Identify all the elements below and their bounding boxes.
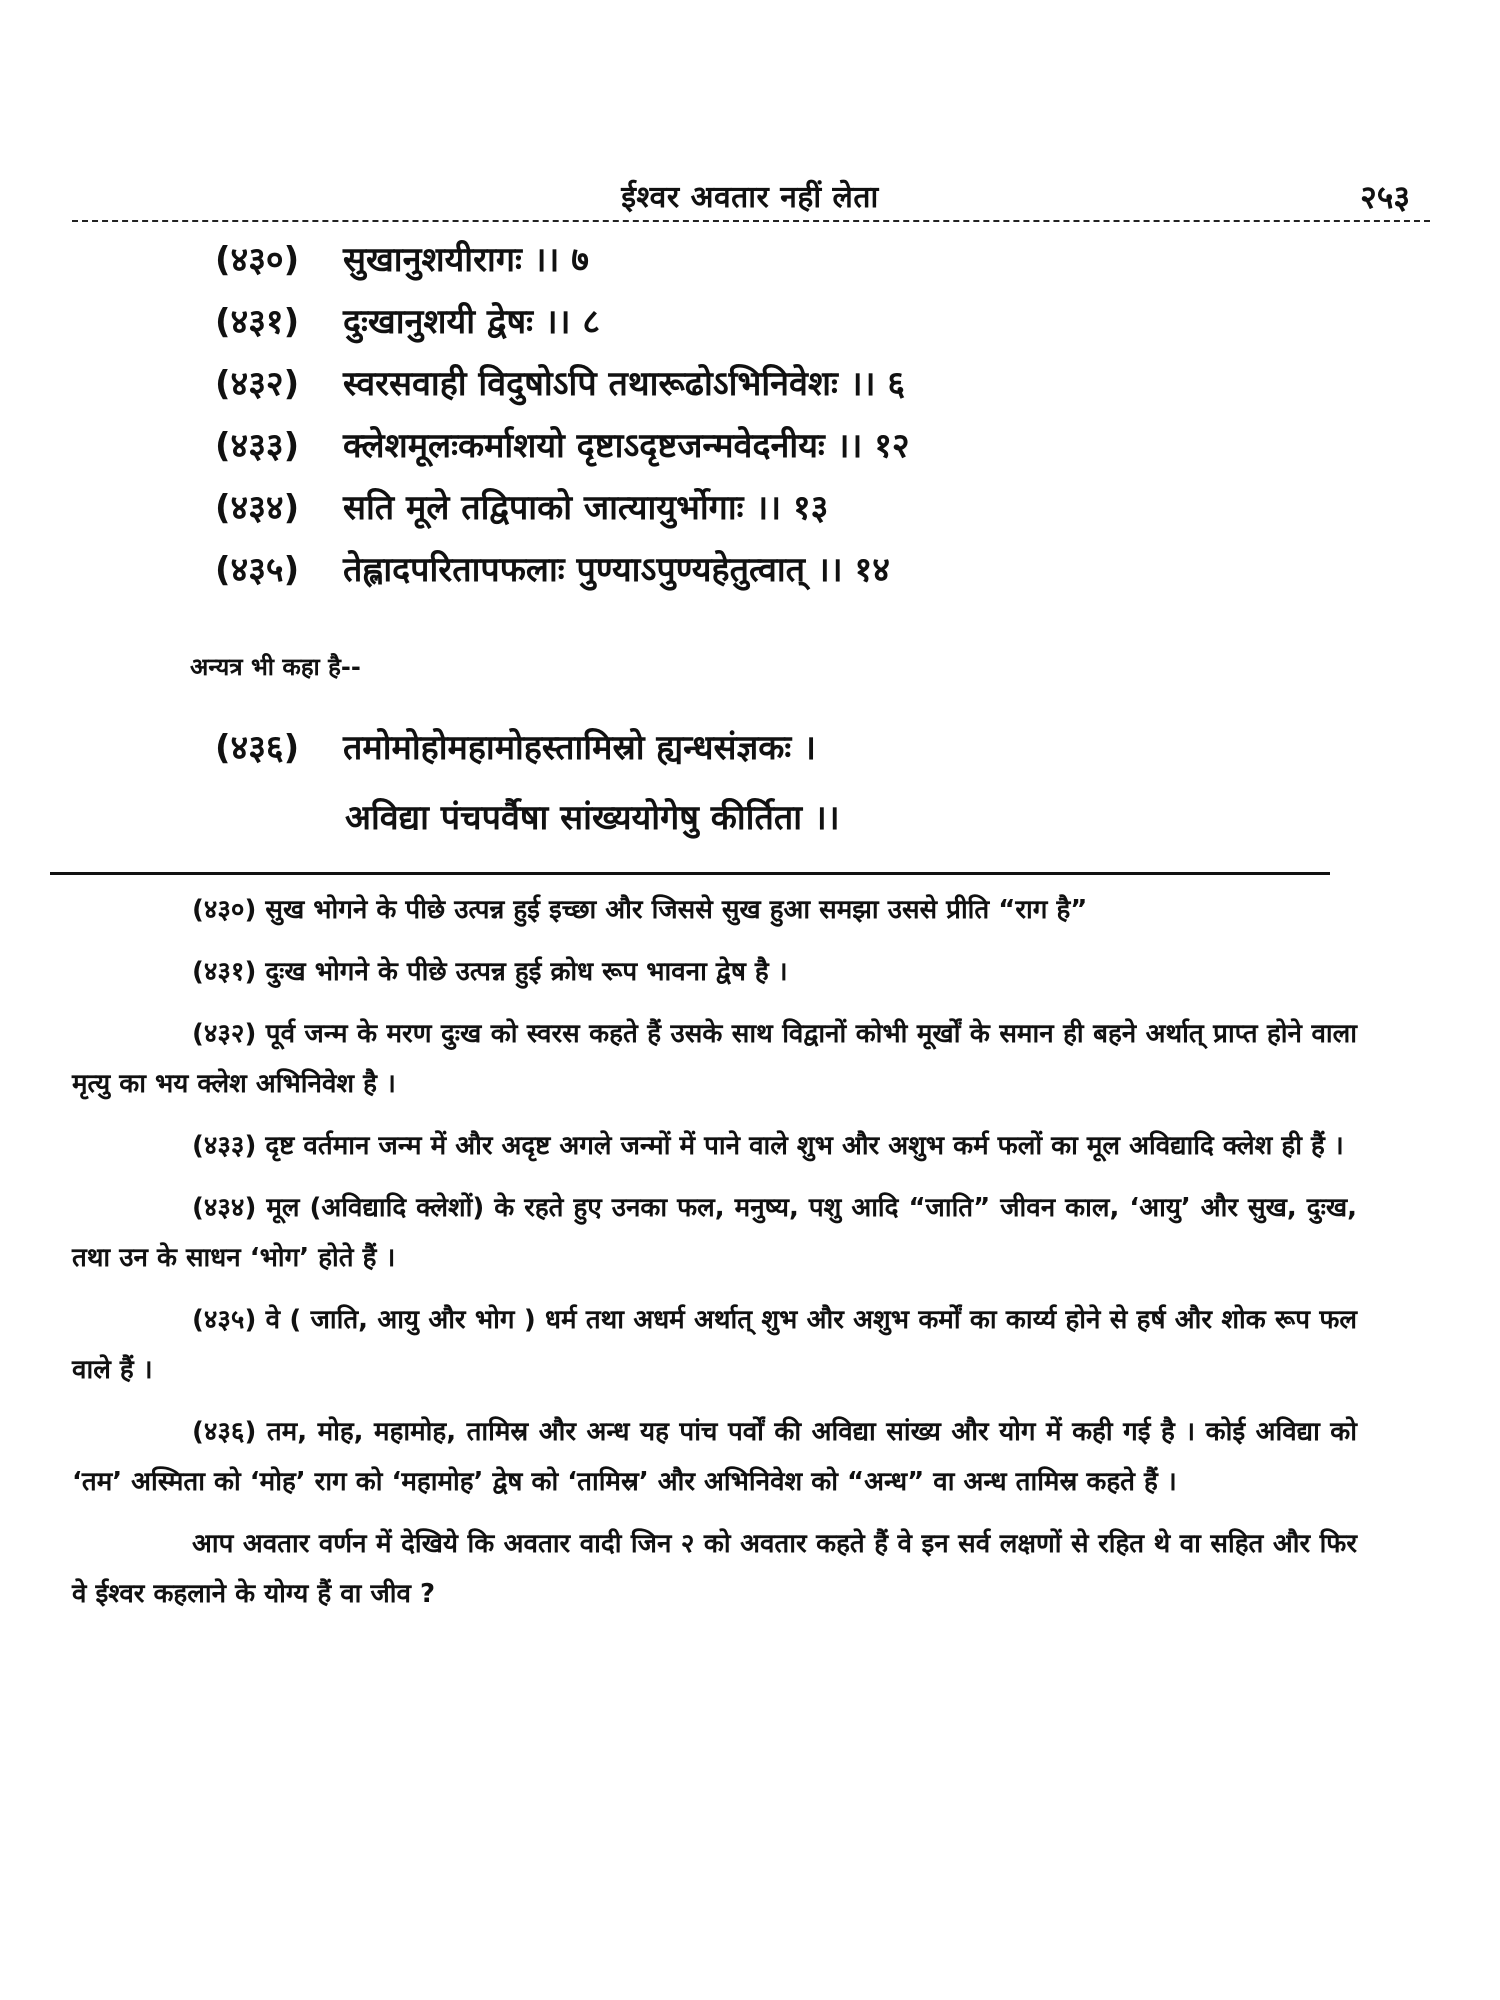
commentary-section xyxy=(72,885,1357,1631)
sutra-line xyxy=(215,426,1415,466)
commentary-paragraph: (४३१) दुःख भोगने के पीछे उत्पन्न हुई क्रोध रूप भावना द्वेष है । xyxy=(192,957,788,987)
commentary-paragraph: आप अवतार वर्णन में देखिये कि अवतार वादी जिन २ को अवतार कहते हैं वे इन सर्व लक्षणों से रहित थे वा सहित और फिर वे ईश्वर कहलाने के योग्य हैं वा जीव ? xyxy=(72,1529,1357,1609)
verse-line-1 xyxy=(215,728,1415,768)
sutra-line xyxy=(215,240,1415,280)
intro-line: अन्यत्र भी कहा है-- xyxy=(190,653,361,681)
sutra-text: सति मूले तद्विपाको जात्यायुर्भोगाः ।। १३ xyxy=(343,488,829,528)
sutra-list xyxy=(215,240,1415,612)
sutra-number: (४३१) xyxy=(215,302,300,342)
sutra-number: (४३४) xyxy=(215,488,300,528)
sutra-text: क्लेशमूलःकर्माशयो दृष्टाऽदृष्टजन्मवेदनीयः ।। १२ xyxy=(343,426,910,466)
commentary-paragraph: (४३३) दृष्ट वर्तमान जन्म में और अदृष्ट अगले जन्मों में पाने वाले शुभ और अशुभ कर्म फलों का मूल अविद्यादि क्लेश ही हैं । xyxy=(192,1131,1344,1161)
commentary-paragraph: (४३२) पूर्व जन्म के मरण दुःख को स्वरस कहते हैं उसके साथ विद्वानों कोभी मूर्खों के समान ही बहने अर्थात् प्राप्त होने वाला मृत्यु का भय क्लेश अभिनिवेश है । xyxy=(72,1019,1357,1099)
commentary-paragraph: (४३४) मूल (अविद्यादि क्लेशों) के रहते हुए उनका फल, मनुष्य, पशु आदि “जाति” जीवन काल, ‘आयु’ और सुख, दुःख, तथा उन के साधन ‘भोग’ होते हैं । xyxy=(72,1193,1357,1273)
running-title: ईश्वर अवतार नहीं लेता xyxy=(621,180,879,215)
sutra-number: (४३३) xyxy=(215,426,300,466)
verse-number: (४३६) xyxy=(215,728,300,768)
verse-line-2: अविद्या पंचपर्वैषा सांख्ययोगेषु कीर्तिता ।। xyxy=(345,798,840,838)
sutra-text: दुःखानुशयी द्वेषः ।। ८ xyxy=(343,302,601,342)
section-divider xyxy=(50,872,1330,875)
sutra-number: (४३५) xyxy=(215,550,300,590)
sutra-line xyxy=(215,488,1415,528)
sutra-text: तेह्लादपरितापफलाः पुण्याऽपुण्यहेतुत्वात् ।। १४ xyxy=(343,550,890,590)
sutra-line xyxy=(215,550,1415,590)
commentary-paragraph: (४३५) वे ( जाति, आयु और भोग ) धर्म तथा अधर्म अर्थात् शुभ और अशुभ कर्मों का कार्य्य होने से हर्ष और शोक रूप फल वाले हैं । xyxy=(72,1305,1357,1385)
sutra-line xyxy=(215,302,1415,342)
page-header xyxy=(70,175,1430,215)
verse-text-1: तमोमोहोमहामोहस्तामिस्रो ह्यन्धसंज्ञकः । xyxy=(343,728,816,768)
commentary-paragraph: (४३६) तम, मोह, महामोह, तामिस्र और अन्ध यह पांच पर्वों की अविद्या सांख्य और योग में कही गई है । कोई अविद्या को ‘तम’ अस्मिता को ‘मोह’ राग को ‘महामोह’ द्वेष को ‘तामिस्र’ और अभिनिवेश को “अन्ध” वा अन्ध तामिस्र कहते हैं । xyxy=(72,1417,1357,1497)
header-rule xyxy=(72,220,1430,222)
commentary-paragraph: (४३०) सुख भोगने के पीछे उत्पन्न हुई इच्छा और जिससे सुख हुआ समझा उससे प्रीति “राग है” xyxy=(192,895,1088,925)
sutra-text: स्वरसवाही विदुषोऽपि तथारूढोऽभिनिवेशः ।। ६ xyxy=(343,364,906,404)
verse-block xyxy=(215,728,1415,838)
sutra-line xyxy=(215,364,1415,404)
sutra-number: (४३०) xyxy=(215,240,300,280)
sutra-text: सुखानुशयीरागः ।। ७ xyxy=(343,240,589,280)
sutra-number: (४३२) xyxy=(215,364,300,404)
page-number: २५३ xyxy=(1360,178,1410,216)
